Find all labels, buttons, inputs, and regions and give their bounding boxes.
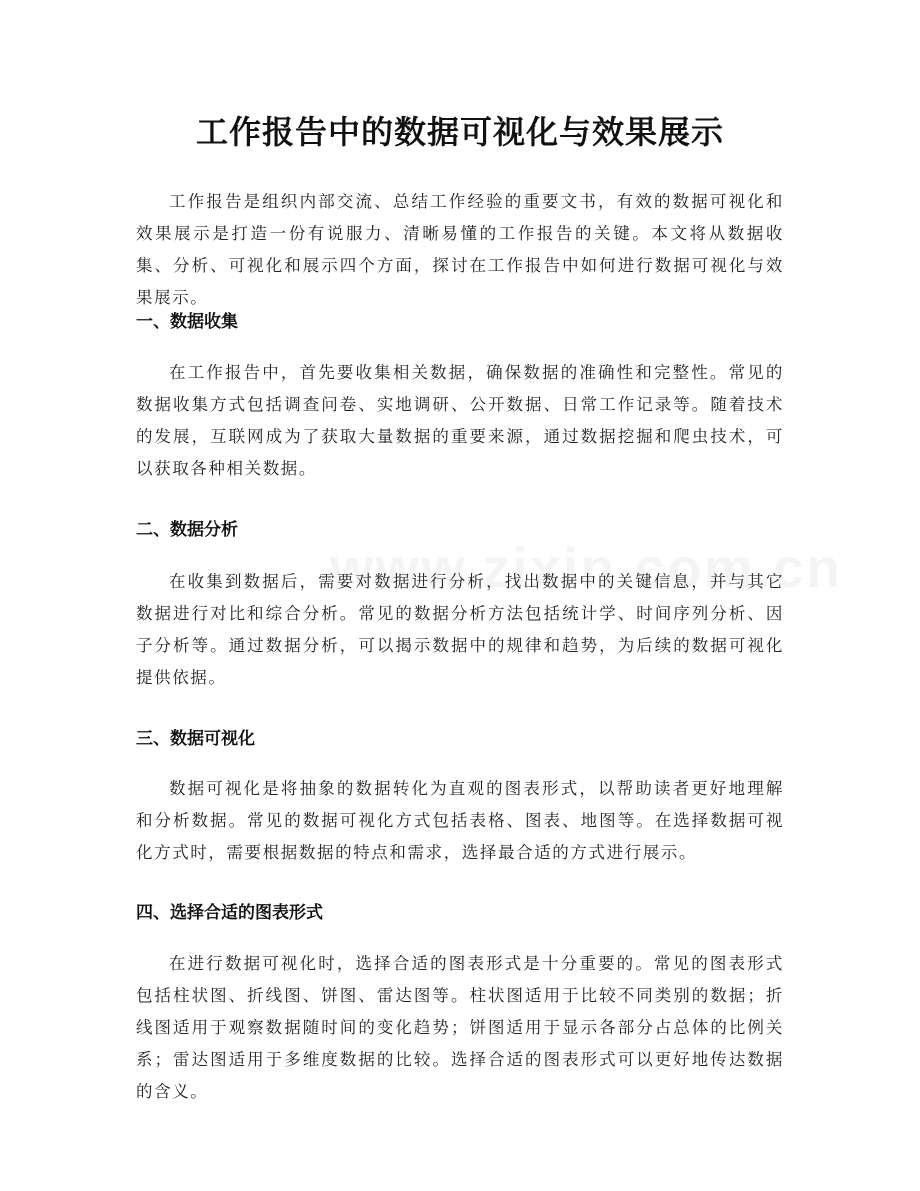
intro-paragraph: 工作报告是组织内部交流、总结工作经验的重要文书，有效的数据可视化和效果展示是打造一份有说服力、清晰易懂的工作报告的关键。本文将从数据收集、分析、可视化和展示四个方面，探讨在工作报告中如何进行数据可视化与效果展示。 <box>136 192 784 307</box>
section-heading-data-visualization: 三、数据可视化 <box>136 729 255 749</box>
section-heading-data-analysis: 二、数据分析 <box>136 520 238 540</box>
section-heading-data-collection: 一、数据收集 <box>136 312 238 332</box>
section-body-data-visualization: 数据可视化是将抽象的数据转化为直观的图表形式，以帮助读者更好地理解和分析数据。常见的数据可视化方式包括表格、图表、地图等。在选择数据可视化方式时，需要根据数据的特点和需求，选择最合适的方式进行展示。 <box>136 779 784 862</box>
section-body-data-collection: 在工作报告中，首先要收集相关数据，确保数据的准确性和完整性。常见的数据收集方式包括调查问卷、实地调研、公开数据、日常工作记录等。随着技术的发展，互联网成为了获取大量数据的重要来源，通过数据挖掘和爬虫技术，可以获取各种相关数据。 <box>136 363 784 478</box>
section-body-data-analysis: 在收集到数据后，需要对数据进行分析，找出数据中的关键信息，并与其它数据进行对比和综合分析。常见的数据分析方法包括统计学、时间序列分析、因子分析等。通过数据分析，可以揭示数据中的规律和趋势，为后续的数据可视化提供依据。 <box>136 572 784 687</box>
section-body-chart-selection: 在进行数据可视化时，选择合适的图表形式是十分重要的。常见的图表形式包括柱状图、折线图、饼图、雷达图等。柱状图适用于比较不同类别的数据；折线图适用于观察数据随时间的变化趋势；饼图适用于显示各部分占总体的比例关系；雷达图适用于多维度数据的比较。选择合适的图表形式可以更好地传达数据的含义。 <box>136 954 784 1101</box>
document-title: 工作报告中的数据可视化与效果展示 <box>195 113 724 151</box>
section-heading-chart-selection: 四、选择合适的图表形式 <box>136 903 323 923</box>
